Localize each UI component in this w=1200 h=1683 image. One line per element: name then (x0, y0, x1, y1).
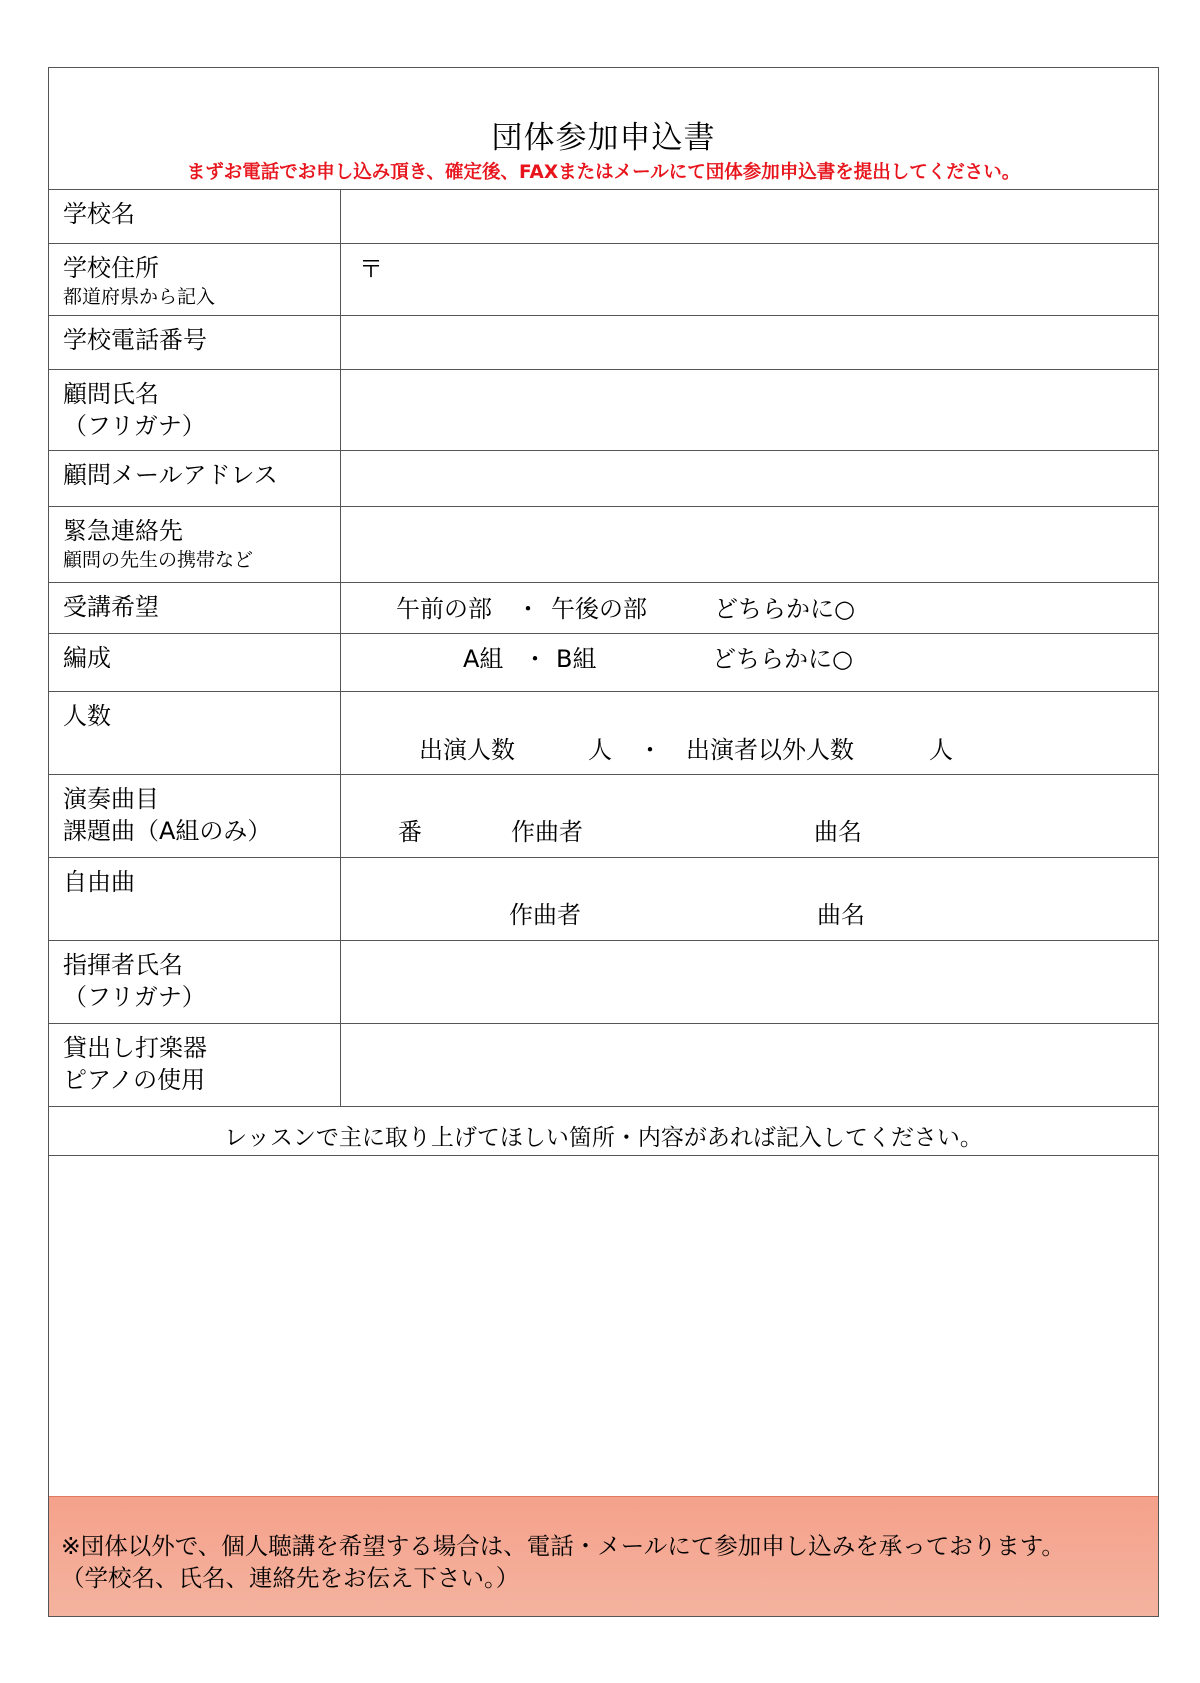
label-advisor-name-furigana: （フリガナ） (63, 412, 206, 440)
row-emergency-contact (49, 507, 1158, 583)
page-title: 団体参加申込書 (491, 120, 716, 156)
session-separator: ・ (516, 595, 540, 623)
label-school-address: 学校住所 都道府県から記入 (49, 244, 341, 315)
advisor-name-field[interactable] (341, 370, 1158, 450)
non-performers-label: 出演者以外人数 (686, 736, 854, 764)
session-field[interactable] (341, 583, 1158, 633)
label-set-piece: 演奏曲目 課題曲（A組のみ） (49, 775, 341, 857)
row-instruments (49, 1024, 1158, 1107)
non-performers-unit: 人 (929, 736, 953, 764)
label-session: 受講希望 (49, 583, 341, 633)
label-advisor-email: 顧問メールアドレス (49, 451, 341, 506)
performers-unit: 人 (588, 736, 612, 764)
school-address-field[interactable] (341, 244, 1158, 315)
row-formation (49, 634, 1158, 692)
performers-label: 出演人数 (419, 736, 515, 764)
label-free-piece: 自由曲 (49, 858, 341, 940)
label-set-piece-note: 課題曲（A組のみ） (63, 817, 272, 845)
label-emergency-note: 顧問の先生の携帯など (63, 549, 254, 571)
footer-line-2: （学校名、氏名、連絡先をお伝え下さい。） (61, 1564, 520, 1592)
label-instruments: 貸出し打楽器 ピアノの使用 (49, 1024, 341, 1106)
formation-option-b[interactable]: B組 (556, 645, 597, 673)
submission-notice: まずお電話でお申し込み頂き、確定後、FAXまたはメールにて団体参加申込書を提出してください。 (186, 162, 1021, 183)
label-piano-use: ピアノの使用 (63, 1066, 206, 1094)
set-piece-composer-label: 作曲者 (511, 818, 583, 846)
formation-separator: ・ (523, 645, 547, 673)
row-headcount (49, 692, 1158, 775)
row-school-name (49, 190, 1158, 244)
row-advisor-name (49, 370, 1158, 451)
session-option-morning[interactable]: 午前の部 (396, 595, 492, 623)
free-piece-composer-label: 作曲者 (509, 901, 581, 929)
set-piece-title-label: 曲名 (814, 818, 862, 846)
label-headcount: 人数 (49, 692, 341, 774)
formation-hint: どちらかに○ (712, 645, 853, 673)
form-header (49, 68, 1158, 190)
row-session (49, 583, 1158, 634)
row-school-address (49, 244, 1158, 316)
session-hint: どちらかに○ (714, 595, 855, 623)
advisor-email-field[interactable] (341, 451, 1158, 506)
label-school-phone: 学校電話番号 (49, 316, 341, 369)
footer-note (49, 1496, 1158, 1616)
footer-line-1: ※団体以外で、個人聴講を希望する場合は、電話・メールにて参加申し込みを承っております。 (61, 1532, 1065, 1560)
free-piece-title-label: 曲名 (817, 901, 865, 929)
set-piece-field[interactable] (341, 775, 1158, 857)
label-conductor-furigana: （フリガナ） (63, 983, 206, 1011)
label-conductor-name: 指揮者氏名 （フリガナ） (49, 941, 341, 1023)
instruments-field[interactable] (341, 1024, 1158, 1106)
session-option-afternoon[interactable]: 午後の部 (551, 595, 647, 623)
emergency-contact-field[interactable] (341, 507, 1158, 582)
row-conductor-name (49, 941, 1158, 1024)
free-piece-field[interactable] (341, 858, 1158, 940)
row-free-piece (49, 858, 1158, 941)
label-emergency-contact: 緊急連絡先 顧問の先生の携帯など (49, 507, 341, 582)
formation-field[interactable] (341, 634, 1158, 691)
label-school-address-note: 都道府県から記入 (63, 286, 216, 308)
postal-mark: 〒 (359, 255, 383, 283)
school-name-field[interactable] (341, 190, 1158, 243)
row-lesson-prompt (49, 1107, 1158, 1156)
headcount-separator: ・ (638, 736, 662, 764)
set-piece-number-label: 番 (398, 818, 422, 846)
row-school-phone (49, 316, 1158, 370)
row-advisor-email (49, 451, 1158, 507)
label-advisor-name: 顧問氏名 （フリガナ） (49, 370, 341, 450)
application-form (48, 67, 1159, 1617)
formation-option-a[interactable]: A組 (463, 645, 504, 673)
row-set-piece (49, 775, 1158, 858)
headcount-field[interactable] (341, 692, 1158, 774)
label-school-name: 学校名 (49, 190, 341, 243)
conductor-name-field[interactable] (341, 941, 1158, 1023)
school-phone-field[interactable] (341, 316, 1158, 369)
lesson-prompt: レッスンで主に取り上げてほしい箇所・内容があれば記入してください。 (224, 1125, 983, 1151)
label-formation: 編成 (49, 634, 341, 691)
lesson-notes-area[interactable] (49, 1156, 1158, 1498)
